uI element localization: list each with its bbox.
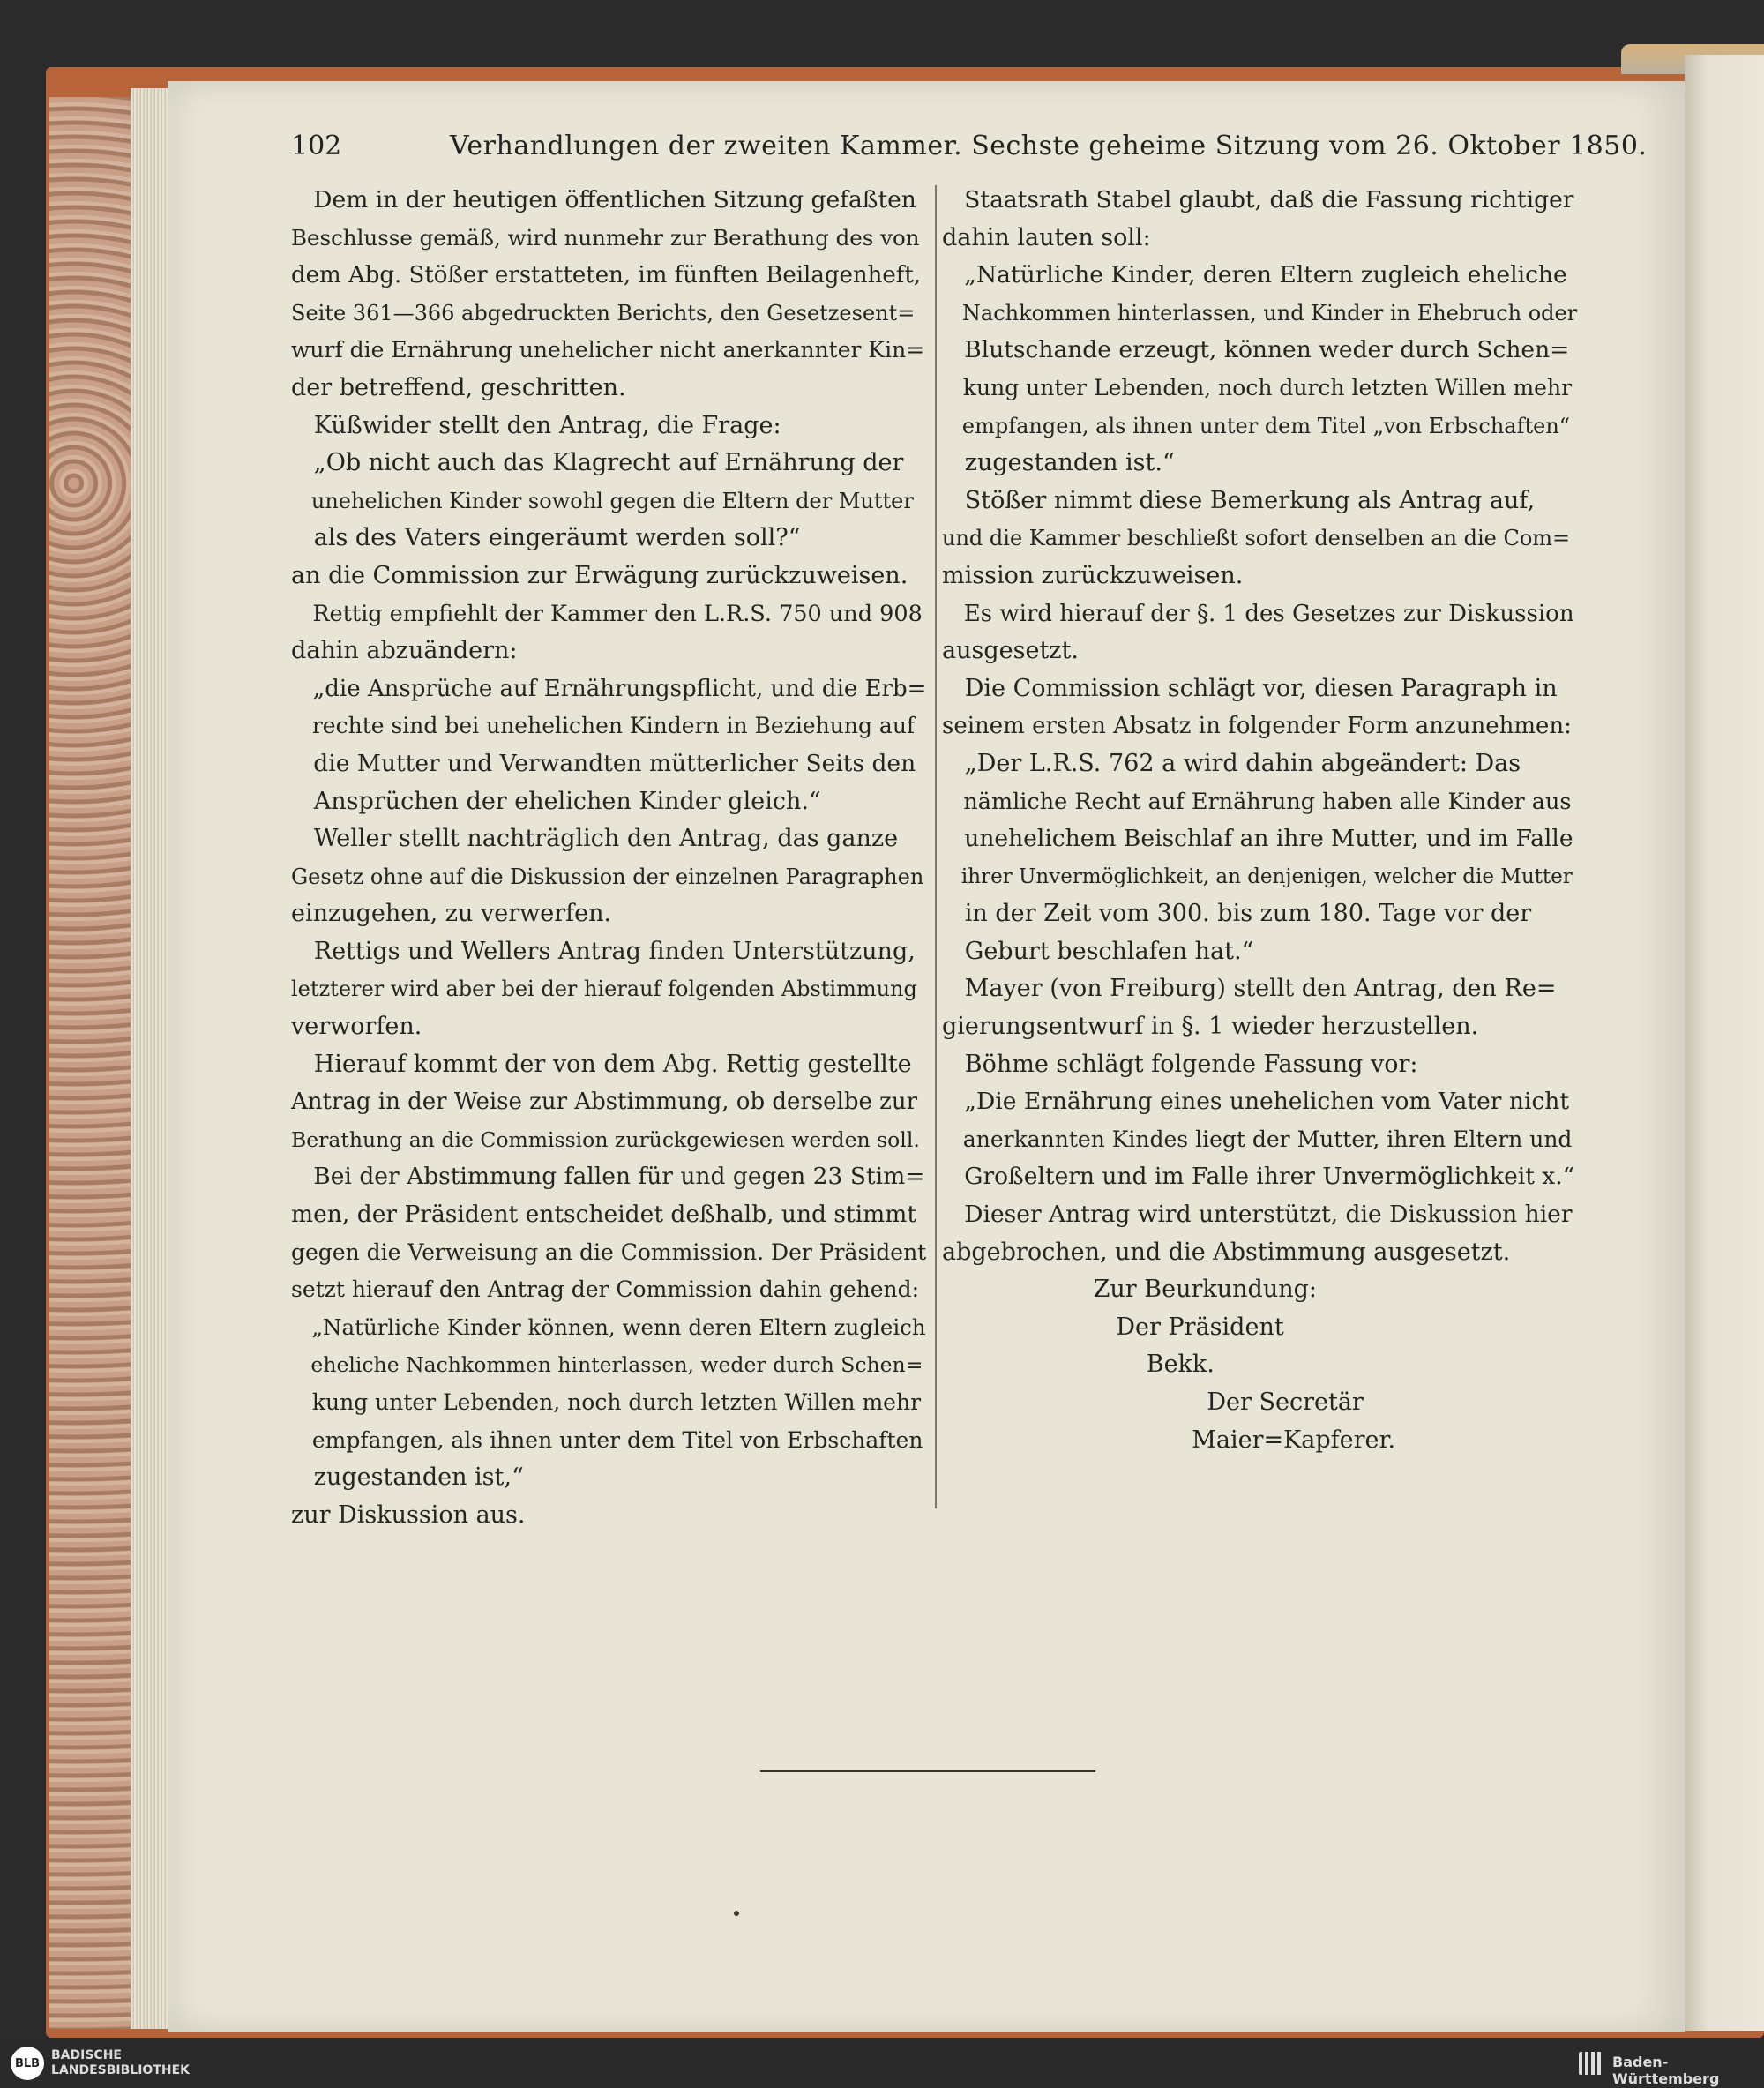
blb-logo-icon: BLB (11, 2047, 44, 2080)
text-line: Böhme schlägt folgende Fassung vor: (942, 1050, 1418, 1078)
text-line: Nachkommen hinterlassen, und Kinder in Ehebruch oder (942, 300, 1578, 326)
text-line: Es wird hierauf der §. 1 des Gesetzes zur Diskussion (942, 600, 1574, 627)
text-line: kung unter Lebenden, noch durch letzten Willen mehr (291, 1389, 922, 1415)
running-title: Verhandlungen der zweiten Kammer. Sechste geheime Sitzung vom 26. Oktober 1850. (450, 131, 1648, 161)
text-line: die Mutter und Verwandten mütterlicher Seits den (291, 749, 916, 777)
text-line: Weller stellt nachträglich den Antrag, das ganze (291, 825, 899, 853)
text-line: wurf die Ernährung unehelicher nicht anerkannter Kin= (291, 337, 925, 363)
text-line: Ansprüchen der ehelichen Kinder gleich.“ (291, 787, 821, 815)
text-line: der betreffend, geschritten. (291, 373, 626, 401)
text-line: mission zurückzuweisen. (942, 561, 1244, 589)
right-text-column (942, 182, 1577, 1459)
text-line: unehelichem Beischlaf an ihre Mutter, und im Falle (942, 825, 1573, 853)
text-line: gierungsentwurf in §. 1 wieder herzustellen. (942, 1013, 1479, 1041)
text-line: letzterer wird aber bei der hierauf folgenden Abstimmung (291, 977, 917, 1002)
text-line: Die Commission schlägt vor, diesen Paragraph in (942, 674, 1558, 702)
text-line: empfangen, als ihnen unter dem Titel von Erbschaften (291, 1426, 923, 1453)
state-coat-of-arms-icon (1579, 2052, 1602, 2075)
text-line: Bekk. (942, 1351, 1215, 1379)
left-text-column (291, 182, 926, 1534)
page-header (291, 131, 1648, 166)
text-line: Der Secretär (942, 1388, 1364, 1416)
text-line: Berathung an die Commission zurückgewiesen werden soll. (291, 1126, 920, 1152)
text-line: Bei der Abstimmung fallen für und gegen 23 Stim= (291, 1163, 925, 1191)
text-line: Blutschande erzeugt, können weder durch Schen= (942, 336, 1570, 364)
state-name: Baden-Württemberg (1612, 2054, 1720, 2087)
text-line: Mayer (von Freiburg) stellt den Antrag, den Re= (942, 975, 1557, 1003)
text-line: zur Diskussion aus. (291, 1501, 526, 1529)
text-line: Gesetz ohne auf die Diskussion der einzelnen Paragraphen (291, 864, 924, 889)
text-line: Der Präsident (942, 1313, 1284, 1341)
text-line: „die Ansprüche auf Ernährungspflicht, und die Erb= (291, 675, 927, 702)
text-line: empfangen, als ihnen unter dem Titel „von Erbschaften“ (942, 413, 1571, 438)
library-name: BADISCHE LANDESBIBLIOTHEK (51, 2048, 191, 2077)
text-line: dahin lauten soll: (942, 223, 1151, 251)
text-line: Zur Beurkundung: (942, 1276, 1317, 1304)
text-line: eheliche Nachkommen hinterlassen, weder durch Schen= (291, 1352, 923, 1378)
text-line: Hierauf kommt der von dem Abg. Rettig gestellte (291, 1050, 912, 1078)
text-line: Küßwider stellt den Antrag, die Frage: (291, 411, 781, 439)
text-line: Antrag in der Weise zur Abstimmung, ob derselbe zur (291, 1089, 918, 1116)
ink-dot (734, 1911, 739, 1916)
text-line: in der Zeit vom 300. bis zum 180. Tage vor der (942, 900, 1532, 928)
text-line: ausgesetzt. (942, 637, 1079, 665)
end-rule (760, 1770, 1095, 1772)
text-line: Stößer nimmt diese Bemerkung als Antrag auf, (942, 486, 1536, 514)
text-line: „Natürliche Kinder, deren Eltern zugleich eheliche (942, 261, 1567, 289)
text-line: Rettigs und Wellers Antrag finden Unterstützung, (291, 937, 916, 965)
text-line: an die Commission zur Erwägung zurückzuweisen. (291, 561, 908, 589)
text-line: Staatsrath Stabel glaubt, daß die Fassung richtiger (942, 186, 1574, 213)
text-line: „Ob nicht auch das Klagrecht auf Ernährung der (291, 449, 904, 477)
footer-bar (0, 2038, 1764, 2088)
text-line: seinem ersten Absatz in folgender Form anzunehmen: (942, 713, 1572, 740)
text-line: Großeltern und im Falle ihrer Unvermöglichkeit x.“ (942, 1163, 1575, 1191)
text-line: verworfen. (291, 1013, 422, 1041)
text-line: abgebrochen, und die Abstimmung ausgesetzt. (942, 1238, 1511, 1266)
text-line: Maier=Kapferer. (942, 1426, 1396, 1454)
text-line: dem Abg. Stößer erstatteten, im fünften Beilagenheft, (291, 262, 922, 289)
text-line: unehelichen Kinder sowohl gegen die Eltern der Mutter (291, 488, 914, 513)
text-line: Dieser Antrag wird unterstützt, die Diskussion hier (942, 1201, 1573, 1229)
text-line: „Natürliche Kinder können, wenn deren Eltern zugleich (291, 1313, 926, 1340)
text-line: nämliche Recht auf Ernährung haben alle Kinder aus (942, 788, 1572, 815)
text-line: setzt hierauf den Antrag der Commission dahin gehend: (291, 1276, 920, 1303)
text-line: Dem in der heutigen öffentlichen Sitzung gefaßten (291, 186, 916, 213)
text-line: men, der Präsident entscheidet deßhalb, und stimmt (291, 1201, 917, 1229)
text-line: als des Vaters eingeräumt werden soll?“ (291, 524, 801, 552)
text-line: zugestanden ist,“ (291, 1463, 524, 1492)
text-line: einzugehen, zu verwerfen. (291, 900, 612, 928)
text-line: Seite 361—366 abgedruckten Berichts, den Gesetzesent= (291, 300, 916, 326)
facing-page-edge (1685, 55, 1764, 2031)
text-line: „Der L.R.S. 762 a wird dahin abgeändert: Das (942, 749, 1521, 777)
page-number: 102 (291, 131, 342, 161)
marbled-endpaper (49, 97, 131, 2029)
text-line: Geburt beschlafen hat.“ (942, 937, 1254, 965)
text-line: anerkannten Kindes liegt der Mutter, ihren Eltern und (942, 1126, 1573, 1152)
text-line: zugestanden ist.“ (942, 449, 1175, 477)
text-line: Beschlusse gemäß, wird nunmehr zur Berathung des von (291, 224, 920, 251)
text-line: dahin abzuändern: (291, 637, 518, 665)
text-line: kung unter Lebenden, noch durch letzten Willen mehr (942, 374, 1573, 400)
text-line: und die Kammer beschließt sofort denselben an die Com= (942, 526, 1571, 551)
column-divider (935, 185, 937, 1508)
text-line: rechte sind bei unehelichen Kindern in Beziehung auf (291, 713, 916, 739)
text-line: ihrer Unvermöglichkeit, an denjenigen, welcher die Mutter (942, 864, 1573, 888)
text-line: gegen die Verweisung an die Commission. Der Präsident (291, 1239, 927, 1265)
text-line: Rettig empfiehlt der Kammer den L.R.S. 750 und 908 (291, 600, 923, 627)
text-line: „Die Ernährung eines unehelichen vom Vater nicht (942, 1088, 1569, 1116)
